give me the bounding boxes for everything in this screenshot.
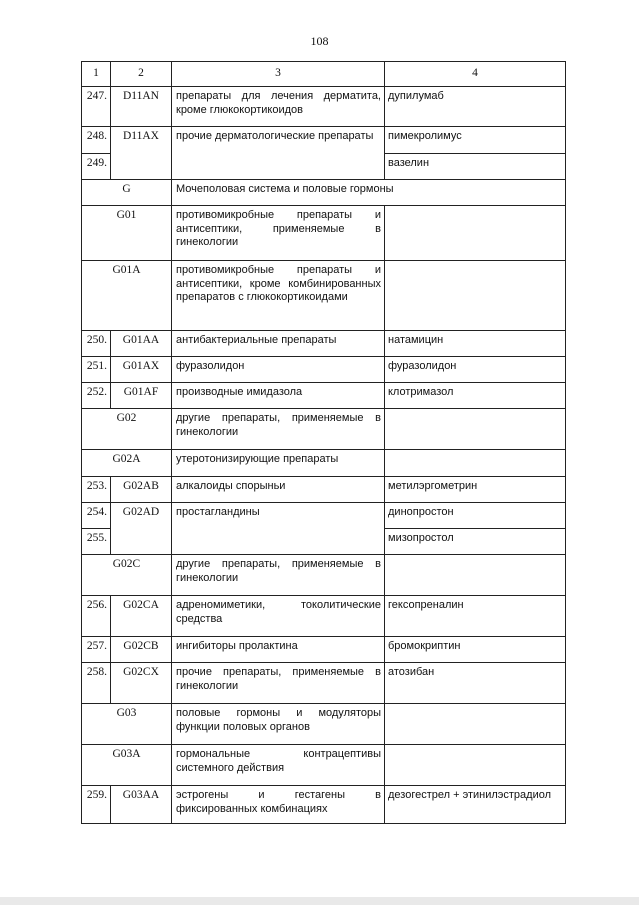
atc-code: G01AA xyxy=(111,331,172,357)
group-description: прочие дерматологические препараты xyxy=(172,127,385,180)
drug-name: фуразолидон xyxy=(385,357,566,383)
group-description: антибактериальные препараты xyxy=(172,331,385,357)
atc-code: D11AN xyxy=(111,87,172,127)
table-row xyxy=(82,357,566,383)
group-description: эстрогены и гестагены в фиксированных комбинациях xyxy=(172,786,385,824)
row-number: 254. xyxy=(82,503,111,529)
drug-name: атозибан xyxy=(385,663,566,704)
group-description: прочие препараты, применяемые в гинекологии xyxy=(172,663,385,704)
row-number: 249. xyxy=(82,154,111,180)
section-row xyxy=(82,180,566,206)
drug-name: клотримазол xyxy=(385,383,566,409)
group-row xyxy=(82,206,566,261)
group-description: фуразолидон xyxy=(172,357,385,383)
table-row xyxy=(82,596,566,637)
table-row xyxy=(82,663,566,704)
group-row xyxy=(82,745,566,786)
atc-code: G01AF xyxy=(111,383,172,409)
drug-name: бромокриптин xyxy=(385,637,566,663)
atc-code: G01AX xyxy=(111,357,172,383)
table-row xyxy=(82,786,566,824)
drug-name xyxy=(385,261,566,331)
group-description: гормональные контрацептивы системного действия xyxy=(172,745,385,786)
table-row xyxy=(82,383,566,409)
group-description: производные имидазола xyxy=(172,383,385,409)
table-row xyxy=(82,127,566,154)
table-header-row xyxy=(82,62,566,87)
group-description: другие препараты, применяемые в гинекологии xyxy=(172,555,385,596)
drug-name: натамицин xyxy=(385,331,566,357)
row-number: 253. xyxy=(82,477,111,503)
drug-name: динопростон xyxy=(385,503,566,529)
table-row xyxy=(82,477,566,503)
atc-code: G02 xyxy=(82,409,172,450)
row-number: 250. xyxy=(82,331,111,357)
drug-name: вазелин xyxy=(385,154,566,180)
row-number: 255. xyxy=(82,529,111,555)
atc-code: G02AD xyxy=(111,503,172,555)
scan-bottom-edge xyxy=(0,897,639,905)
header-col-3: 3 xyxy=(172,62,385,87)
atc-code: G03 xyxy=(82,704,172,745)
row-number: 257. xyxy=(82,637,111,663)
table-row xyxy=(82,637,566,663)
row-number: 248. xyxy=(82,127,111,154)
group-description: адреномиметики, токолитические средства xyxy=(172,596,385,637)
group-description: алкалоиды спорыньи xyxy=(172,477,385,503)
drug-name xyxy=(385,745,566,786)
section-title: Мочеполовая система и половые гормоны xyxy=(172,180,566,206)
drug-name: дупилумаб xyxy=(385,87,566,127)
drug-name xyxy=(385,409,566,450)
row-number: 259. xyxy=(82,786,111,824)
group-row xyxy=(82,261,566,331)
atc-code: G02CA xyxy=(111,596,172,637)
drug-name xyxy=(385,206,566,261)
drug-name: мизопростол xyxy=(385,529,566,555)
group-description: противомикробные препараты и антисептики, применяемые в гинекологии xyxy=(172,206,385,261)
atc-code: G03AA xyxy=(111,786,172,824)
row-number: 252. xyxy=(82,383,111,409)
atc-code: G xyxy=(82,180,172,206)
drug-name: пимекролимус xyxy=(385,127,566,154)
drug-name xyxy=(385,704,566,745)
group-description: противомикробные препараты и антисептики, кроме комбинированных препаратов с глюкокортикоидами xyxy=(172,261,385,331)
atc-code: G03A xyxy=(82,745,172,786)
group-description: половые гормоны и модуляторы функции половых органов xyxy=(172,704,385,745)
header-col-2: 2 xyxy=(111,62,172,87)
group-row xyxy=(82,450,566,477)
group-description: простагландины xyxy=(172,503,385,555)
row-number: 258. xyxy=(82,663,111,704)
atc-code: G02A xyxy=(82,450,172,477)
table-row xyxy=(82,331,566,357)
drug-name: метилэргометрин xyxy=(385,477,566,503)
drug-name: гексопреналин xyxy=(385,596,566,637)
group-row xyxy=(82,704,566,745)
drug-name xyxy=(385,555,566,596)
atc-code: G02C xyxy=(82,555,172,596)
group-row xyxy=(82,409,566,450)
header-col-1: 1 xyxy=(82,62,111,87)
table-row xyxy=(82,87,566,127)
header-col-4: 4 xyxy=(385,62,566,87)
row-number: 247. xyxy=(82,87,111,127)
drug-name: дезогестрел + этинилэстрадиол xyxy=(385,786,566,824)
atc-code: G01A xyxy=(82,261,172,331)
row-number: 251. xyxy=(82,357,111,383)
drug-name xyxy=(385,450,566,477)
atc-code: G02AB xyxy=(111,477,172,503)
atc-code: D11AX xyxy=(111,127,172,180)
medication-table xyxy=(81,61,566,824)
group-description: препараты для лечения дерматита, кроме глюкокортикоидов xyxy=(172,87,385,127)
atc-code: G01 xyxy=(82,206,172,261)
page-number: 108 xyxy=(310,34,329,48)
atc-code: G02CX xyxy=(111,663,172,704)
group-row xyxy=(82,555,566,596)
row-number: 256. xyxy=(82,596,111,637)
group-description: ингибиторы пролактина xyxy=(172,637,385,663)
group-description: другие препараты, применяемые в гинекологии xyxy=(172,409,385,450)
table-row xyxy=(82,503,566,529)
group-description: утеротонизирующие препараты xyxy=(172,450,385,477)
atc-code: G02CB xyxy=(111,637,172,663)
